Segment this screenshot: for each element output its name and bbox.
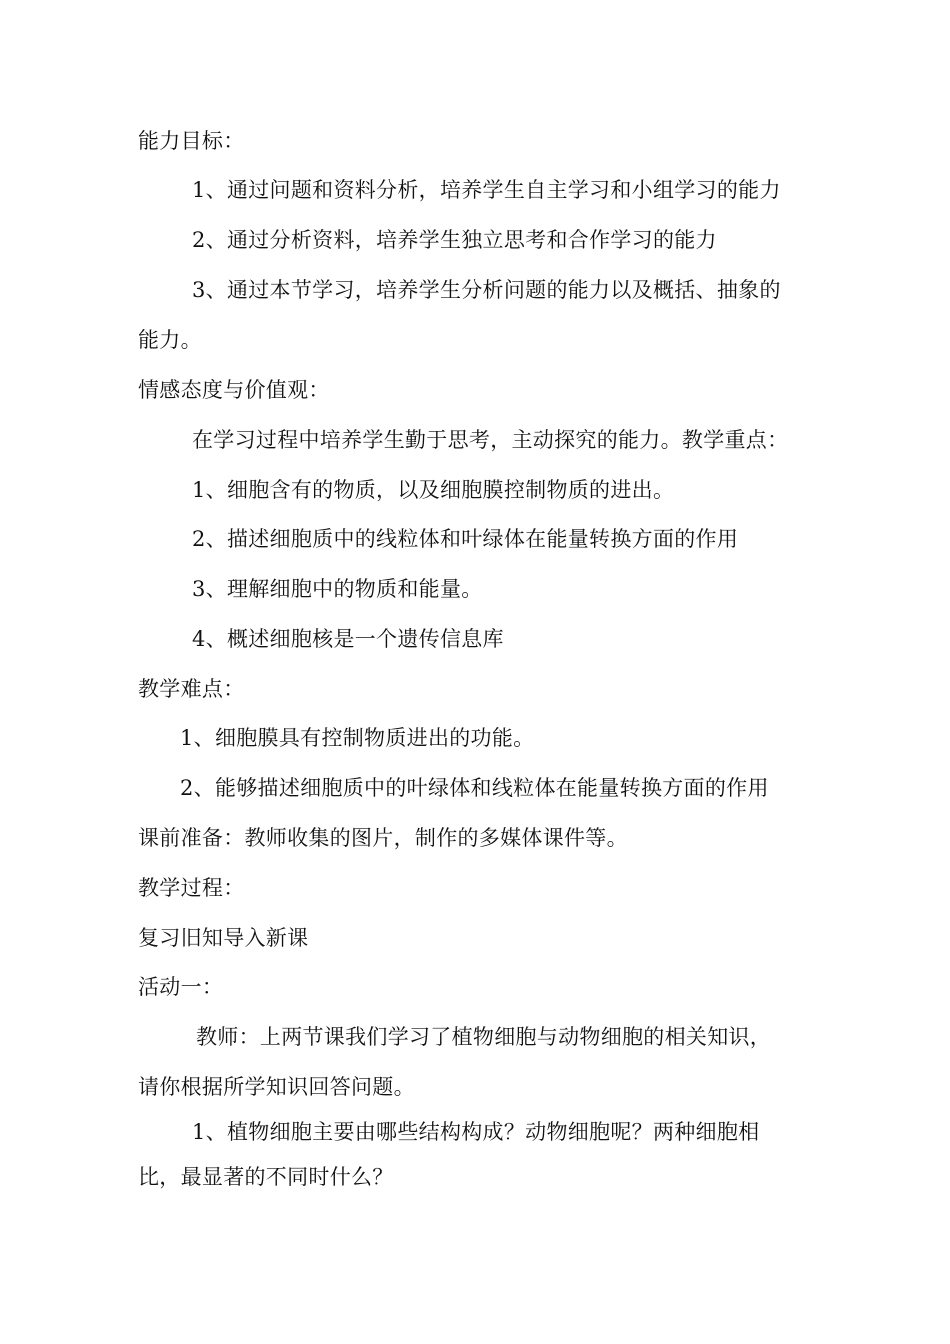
preparation-line: 课前准备：教师收集的图片，制作的多媒体课件等。 [138,826,628,850]
key-point-1: 1、细胞含有的物质，以及细胞膜控制物质的进出。 [192,478,675,502]
heading-difficulties: 教学难点： [138,677,245,701]
teacher-paragraph: 教师：上两节课我们学习了植物细胞与动物细胞的相关知识， [196,1025,772,1049]
ability-goal-2: 2、通过分析资料，培养学生独立思考和合作学习的能力 [192,228,717,252]
key-point-3: 3、理解细胞中的物质和能量。 [192,577,483,601]
review-intro-line: 复习旧知导入新课 [138,926,309,950]
ability-goal-1: 1、通过问题和资料分析，培养学生自主学习和小组学习的能力 [192,178,781,202]
attitude-paragraph: 在学习过程中培养学生勤于思考，主动探究的能力。教学重点： [192,428,789,452]
difficulty-1: 1、细胞膜具有控制物质进出的功能。 [180,726,535,750]
heading-attitude-values: 情感态度与价值观： [138,378,330,402]
heading-ability-goals: 能力目标： [138,129,245,153]
difficulty-2: 2、能够描述细胞质中的叶绿体和线粒体在能量转换方面的作用 [180,776,769,800]
key-point-2: 2、描述细胞质中的线粒体和叶绿体在能量转换方面的作用 [192,527,739,551]
ability-goal-3: 3、通过本节学习，培养学生分析问题的能力以及概括、抽象的 [192,278,781,302]
heading-activity-one: 活动一： [138,975,224,999]
teacher-paragraph-continued: 请你根据所学知识回答问题。 [138,1075,415,1099]
ability-goal-3-continued: 能力。 [138,328,202,352]
question-1: 1、植物细胞主要由哪些结构构成？动物细胞呢？两种细胞相 [192,1120,760,1144]
heading-teaching-process: 教学过程： [138,876,245,900]
key-point-4: 4、概述细胞核是一个遗传信息库 [192,627,504,651]
question-1-continued: 比，最显著的不同时什么？ [138,1165,394,1189]
